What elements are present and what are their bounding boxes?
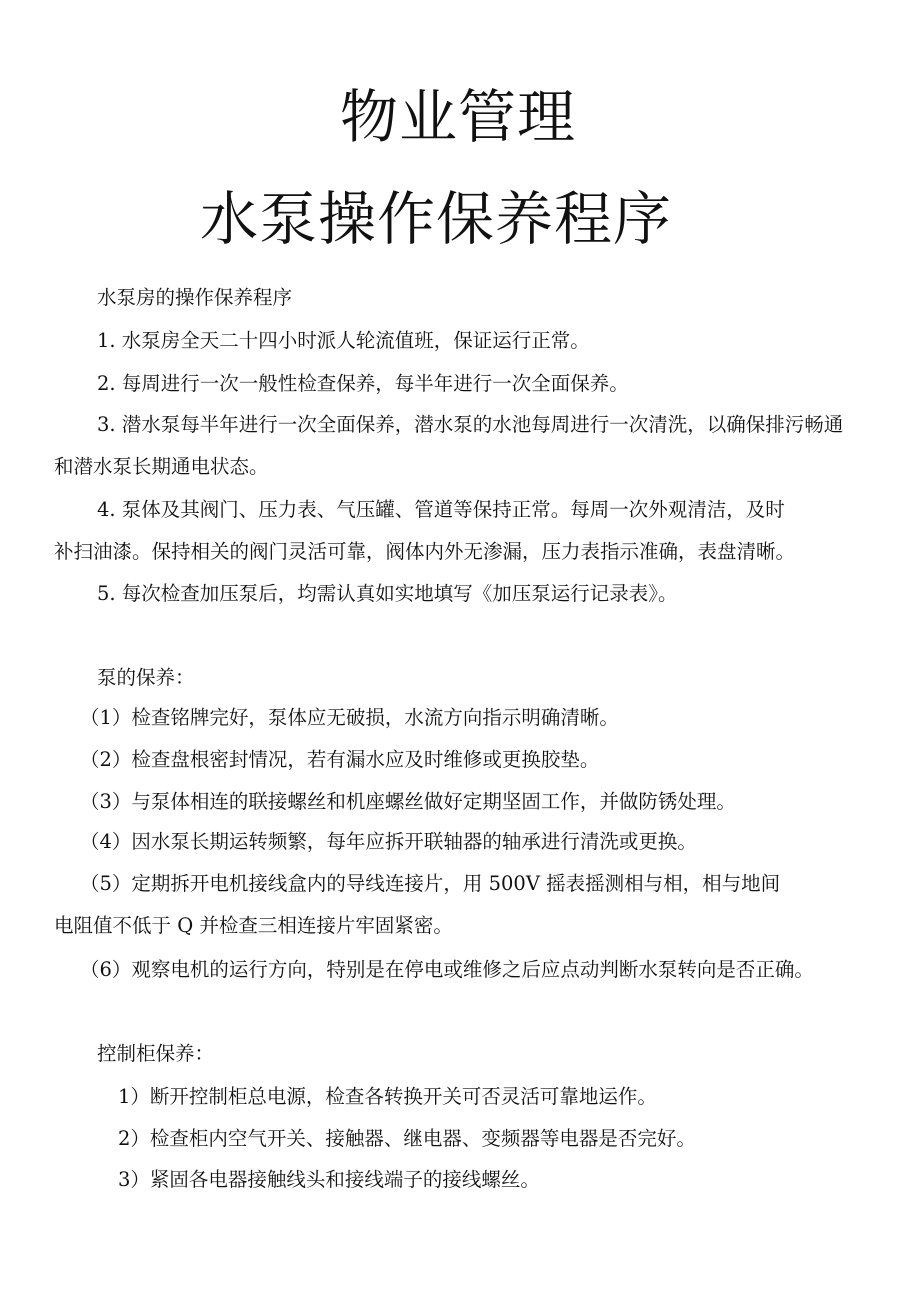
section-heading: 泵的保养： (97, 666, 195, 689)
paragraph-line: 补扫油漆。保持相关的阀门灵活可靠，阀体内外无渗漏，压力表指示准确，表盘清晰。 (54, 540, 796, 563)
section-heading: 控制柜保养： (97, 1042, 215, 1065)
paragraph-line: （6）观察电机的运行方向，特别是在停电或维修之后应点动判断水泵转向是否正确。 (80, 958, 814, 981)
paragraph-line: 和潜水泵长期通电状态。 (54, 455, 269, 478)
paragraph-line: 4. 泵体及其阀门、压力表、气压罐、管道等保持正常。每周一次外观清洁，及时 (97, 498, 785, 521)
paragraph-line: （1）检查铭牌完好，泵体应无破损，水流方向指示明确清晰。 (80, 706, 619, 729)
paragraph-line: （3）与泵体相连的联接螺丝和机座螺丝做好定期坚固工作，并做防锈处理。 (80, 790, 736, 813)
document-title: 物业管理 (340, 83, 577, 151)
paragraph-line: （4）因水泵长期运转频繁，每年应拆开联轴器的轴承进行清洗或更换。 (80, 830, 697, 853)
paragraph-line: （2）检查盘根密封情况，若有漏水应及时维修或更换胶垫。 (80, 748, 600, 771)
paragraph-line: 电阻值不低于 Q 并检查三相连接片牢固紧密。 (54, 914, 453, 937)
document-subtitle: 水泵操作保养程序 (200, 185, 673, 253)
paragraph-line: 3）紧固各电器接触线头和接线端子的接线螺丝。 (118, 1168, 540, 1191)
section-heading: 水泵房的操作保养程序 (97, 286, 293, 309)
paragraph-line: 2）检查柜内空气开关、接触器、继电器、变频器等电器是否完好。 (118, 1127, 696, 1150)
paragraph-line: 1）断开控制柜总电源，检查各转换开关可否灵活可靠地运作。 (118, 1085, 657, 1108)
paragraph-line: （5）定期拆开电机接线盒内的导线连接片，用 500V 摇表摇测相与相，相与地间 (80, 872, 781, 895)
paragraph-line: 5. 每次检查加压泵后，均需认真如实地填写《加压泵运行记录表》。 (97, 582, 678, 605)
paragraph-line: 2. 每周进行一次一般性检查保养，每半年进行一次全面保养。 (97, 372, 629, 395)
paragraph-line: 3. 潜水泵每半年进行一次全面保养，潜水泵的水池每周进行一次清洗，以确保排污畅通 (97, 413, 844, 436)
paragraph-line: 1. 水泵房全天二十四小时派人轮流值班，保证运行正常。 (97, 329, 590, 352)
